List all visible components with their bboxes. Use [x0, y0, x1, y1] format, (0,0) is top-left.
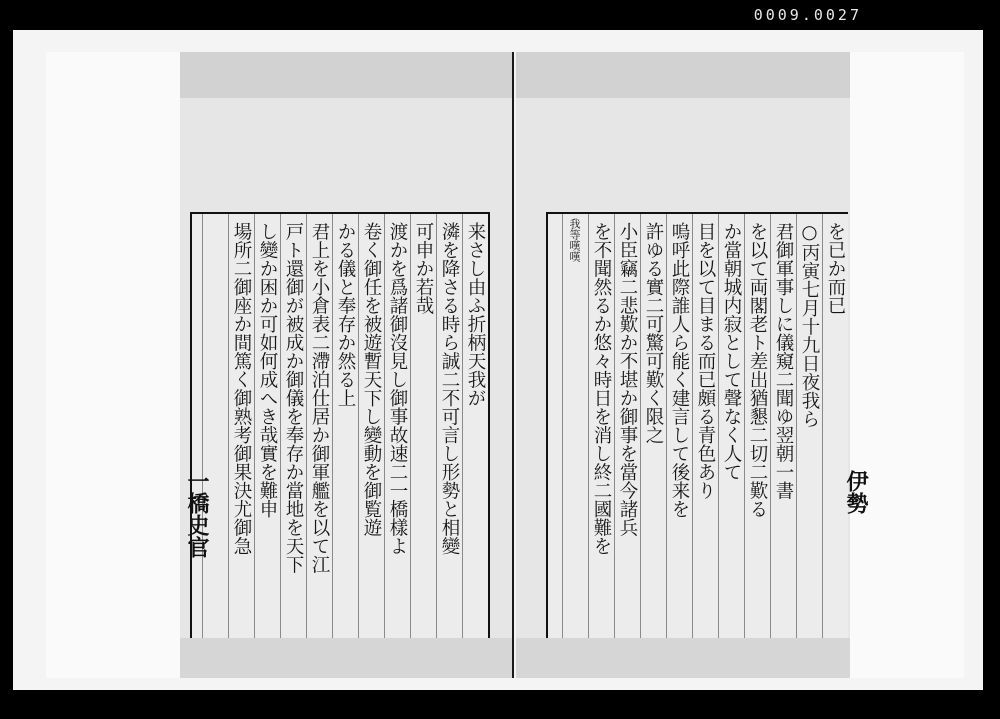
left-margin-title: 一橋史官 [184, 470, 210, 558]
right-page-bottom-strip [516, 638, 850, 678]
left-page-bottom-strip [180, 638, 512, 678]
text-column: 卷く御任を被遊暫天下し變動を御覧遊 [358, 214, 384, 654]
text-column: 許ゆる實二可驚可歎く限之 [640, 214, 666, 654]
text-column [562, 214, 588, 654]
text-column: 嗚呼此際誰人ら能く建言して後来を [666, 214, 692, 654]
frame-id: 0009.0027 [753, 6, 862, 24]
text-column: 君上を小倉表二滯泊仕居か御軍艦を以て江 [306, 214, 332, 654]
text-column: を以て両閣老ト差出猶懇二切二歎る [744, 214, 770, 654]
right-text-block [546, 212, 848, 656]
text-column [202, 214, 228, 654]
text-column: 来さし由ふ折柄天我が [462, 214, 488, 654]
text-column: 場所二御座か間篤く御熟考御果決尤御急 [228, 214, 254, 654]
text-column: 目を以て目まる而已頗る青色あり [692, 214, 718, 654]
text-column: し變か困か可如何成へき哉實を難申 [254, 214, 280, 654]
text-column: を不聞然るか悠々時日を消し終二國難を [588, 214, 614, 654]
left-page [180, 52, 514, 678]
text-column: 潾を降さる時ら誠二不可言し形勢と相變 [436, 214, 462, 654]
text-column: 君御軍事しに儀窺二聞ゆ翌朝一書 [770, 214, 796, 654]
text-column: 可申か若哉 [410, 214, 436, 654]
left-page-edge [46, 52, 180, 678]
left-page-top-strip [180, 52, 512, 98]
right-page-edge [850, 52, 964, 678]
text-column: ○丙寅七月十九日夜我ら [796, 214, 822, 654]
right-page [516, 52, 850, 678]
text-column: を已か而已 [822, 214, 848, 654]
text-column: かる儀と奉存か然る上 [332, 214, 358, 654]
marginal-annotation: 我等嘆嘆 [568, 218, 581, 262]
right-margin-title: 伊勢 [843, 470, 869, 514]
text-column: 渡かを爲諸御沒見し御事故速二一橋樣よ [384, 214, 410, 654]
right-page-top-strip [516, 52, 850, 98]
text-column: 小臣竊二悲歎か不堪か御事を當今諸兵 [614, 214, 640, 654]
text-column: か當朝城内寂として聲なく人て [718, 214, 744, 654]
text-column: 戸ト還御が被成か御儀を奉存か當地を天下 [280, 214, 306, 654]
left-text-block [190, 212, 490, 656]
